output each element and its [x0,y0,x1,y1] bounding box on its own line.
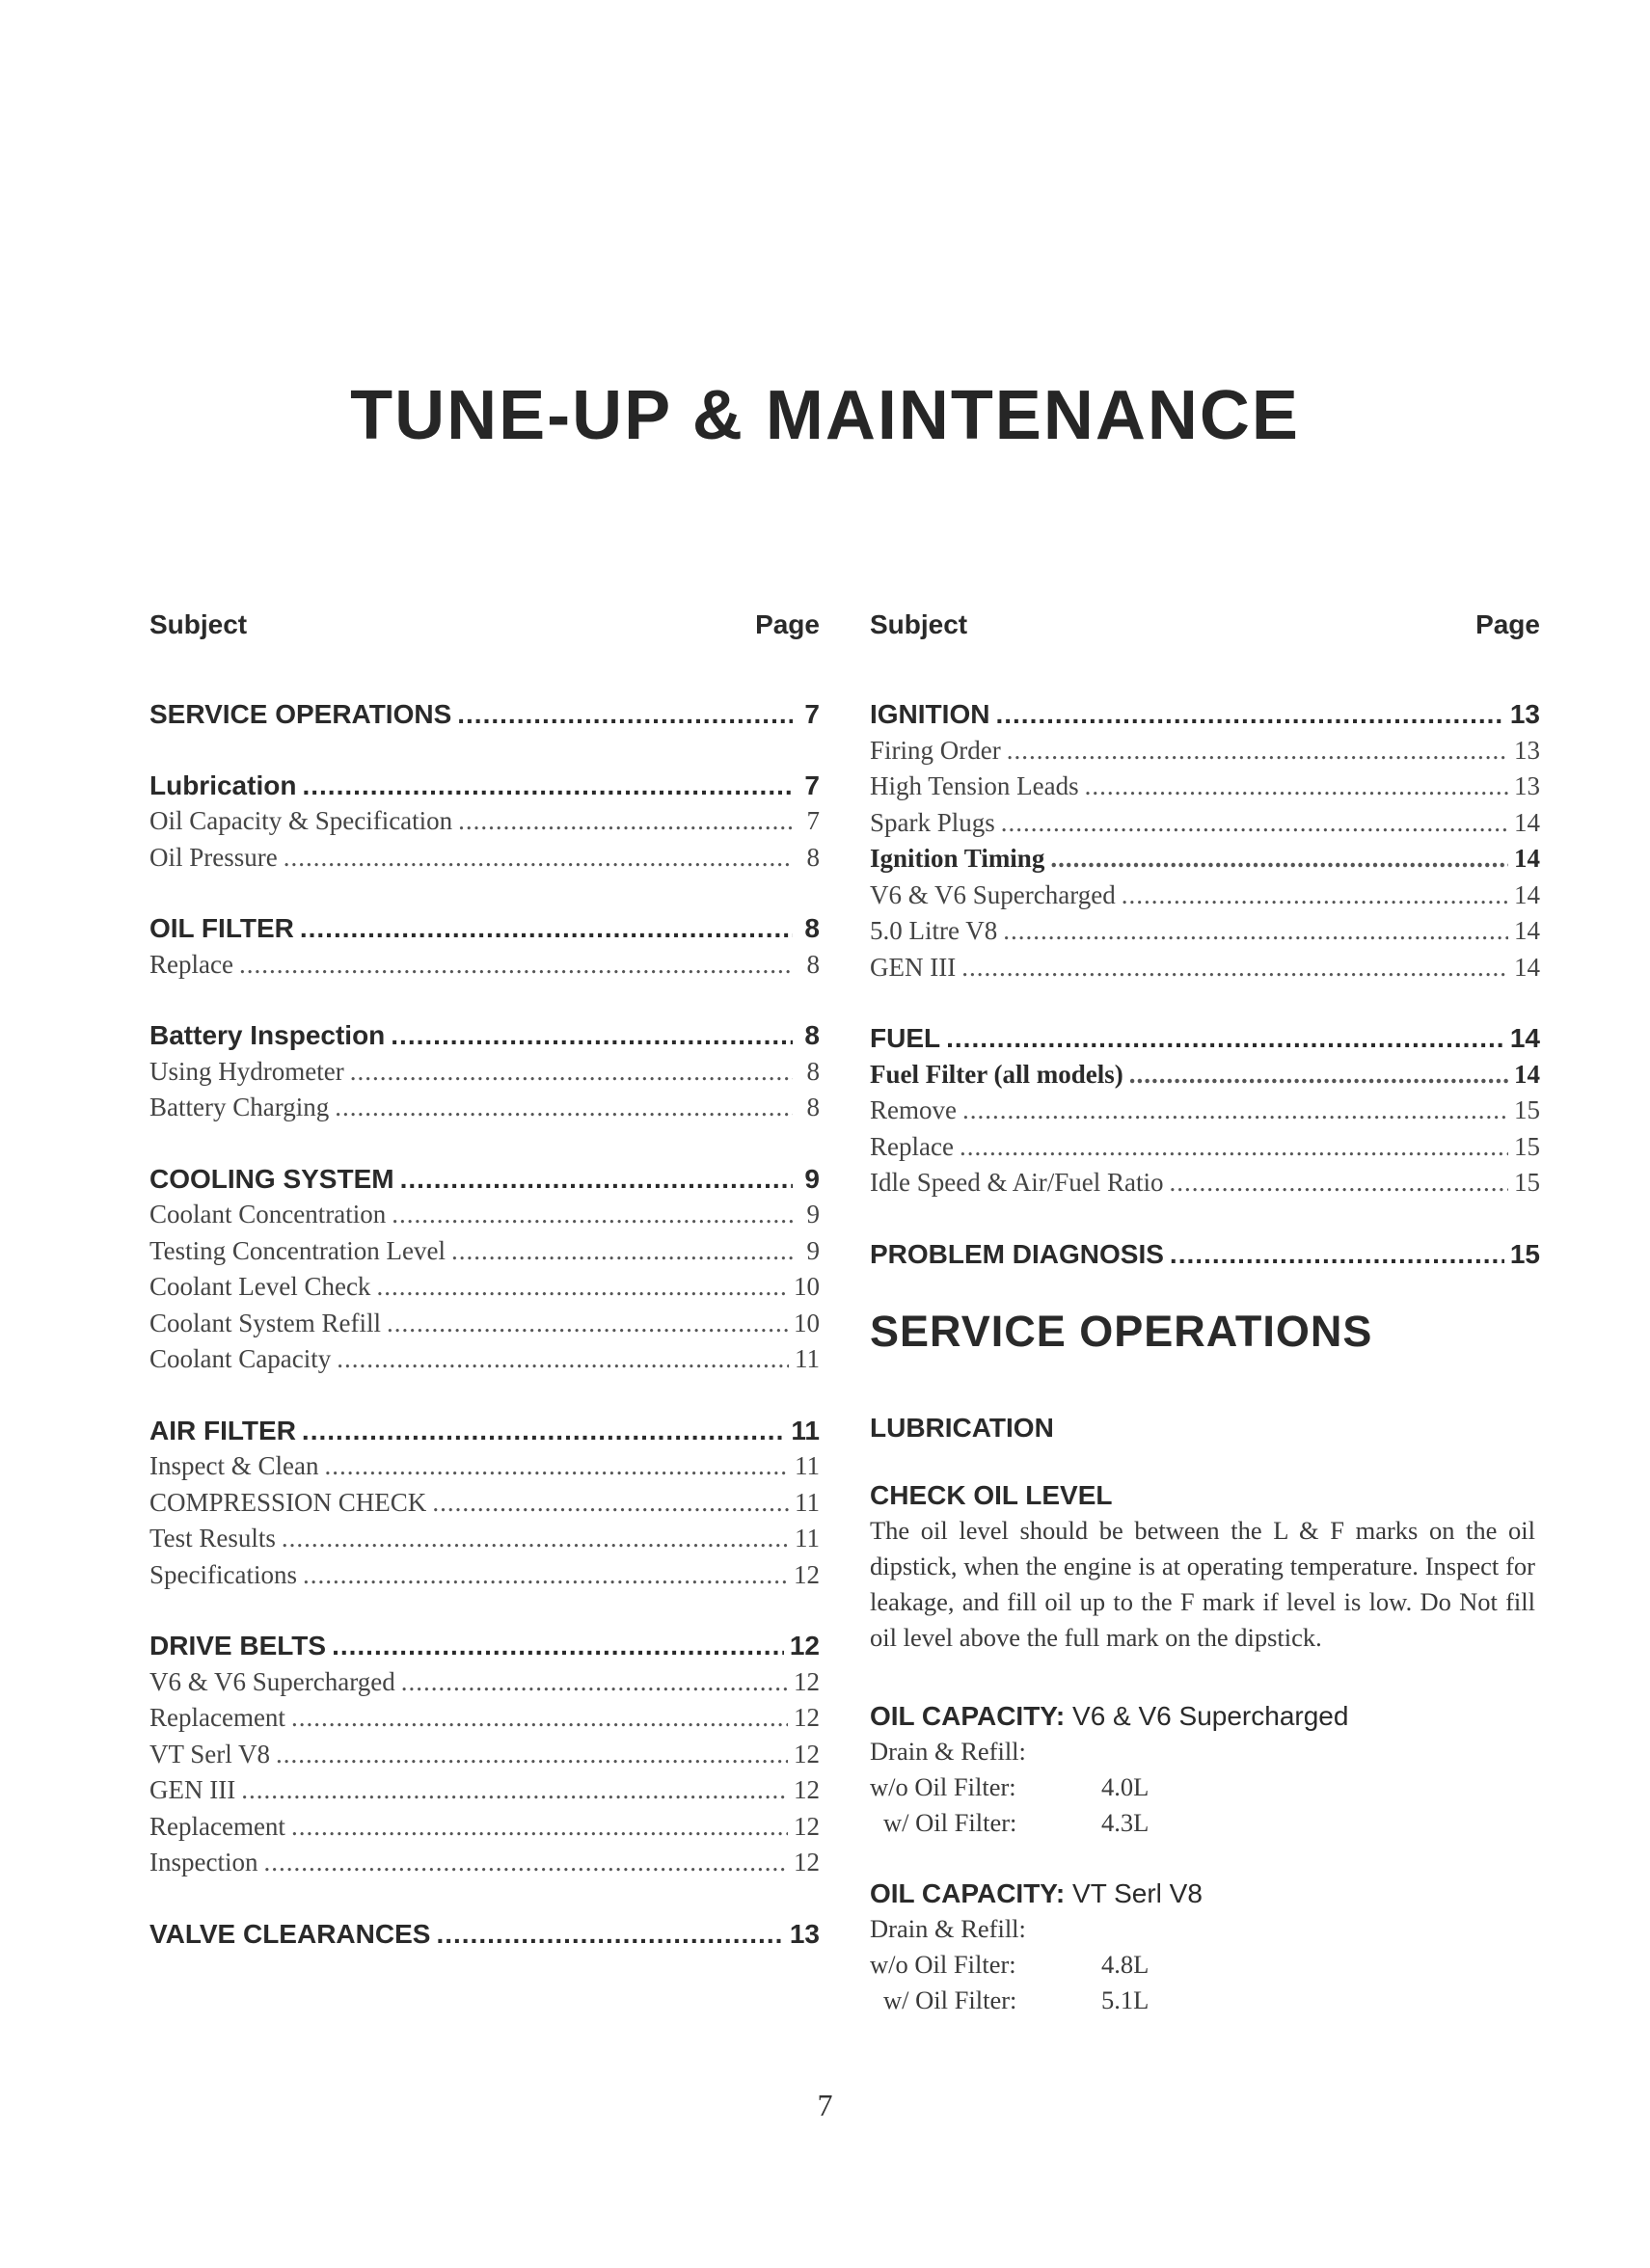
toc-entry-label: Oil Pressure [149,842,278,872]
toc-entry-page: 8 [806,1056,820,1086]
toc-section-entry [149,768,820,804]
dot-leader [291,1809,788,1846]
dot-leader [276,1737,788,1773]
toc-group [870,1020,1540,1202]
toc-entry-page: 12 [794,1848,820,1876]
toc-group [149,910,820,983]
dot-leader [457,696,793,733]
toc-entry [870,733,1540,770]
dot-leader [1007,733,1508,770]
dot-leader [400,1161,793,1198]
toc-entry [149,1341,820,1378]
toc-entry-label: Fuel Filter (all models) [870,1059,1123,1089]
dot-leader [387,1306,788,1342]
dot-leader [1122,878,1508,914]
toc-entry-page: 8 [804,1020,820,1050]
toc-entry [149,1269,820,1306]
oil-capacity-row [870,1947,1540,1983]
toc-entry [149,947,820,984]
toc-entry-page: 7 [804,770,820,800]
toc-group [149,768,820,877]
oil-capacity-block [870,1876,1540,2018]
toc-entry-label: FUEL [870,1023,941,1053]
toc-entry-label: 5.0 Litre V8 [870,916,998,945]
dot-leader [1001,805,1508,842]
service-operations-heading: SERVICE OPERATIONS [870,1307,1373,1356]
toc-entry [870,1093,1540,1129]
toc-entry [870,950,1540,986]
toc-entry [149,1664,820,1701]
toc-entry-label: V6 & V6 Supercharged [870,879,1116,909]
toc-entry [149,803,820,840]
toc-entry-label: AIR FILTER [149,1415,296,1445]
toc-header-left [149,598,820,652]
dot-leader [1170,1236,1504,1273]
toc-entry-label: Inspection [149,1848,258,1876]
dot-leader [432,1485,789,1522]
dot-leader [946,1020,1504,1057]
oil-capacity-key: OIL CAPACITY: [870,1701,1066,1731]
dot-leader [241,1772,788,1809]
toc-entry-page: 14 [1509,1023,1540,1053]
toc-group [149,1916,820,1953]
toc-entry [149,1845,820,1881]
drain-refill-label: Drain & Refill: [870,1737,1026,1766]
oil-capacity-row-label: w/ Oil Filter: [883,1985,1017,2014]
toc-section-entry [149,696,820,733]
oil-capacity-row-value: 4.8L [1101,1950,1150,1979]
dot-leader [995,696,1503,733]
toc-entry-label: GEN III [149,1775,236,1804]
toc-entry [870,1057,1540,1094]
dot-leader [300,910,793,947]
dot-leader [332,1628,784,1664]
toc-group [149,1161,820,1378]
dot-leader [284,840,793,877]
toc-entry [870,913,1540,950]
toc-entry [870,878,1540,914]
toc-entry [149,1233,820,1270]
oil-capacity-row-value: 4.3L [1101,1808,1150,1837]
toc-section-entry [149,1413,820,1449]
toc-entry-page: 9 [804,1163,820,1194]
dot-leader [1085,769,1508,805]
oil-capacity-section [870,1698,1540,2018]
toc-entry-label: Battery Charging [149,1093,330,1121]
toc-entry [149,1090,820,1126]
toc-section-entry [870,696,1540,733]
toc-entry [149,1054,820,1091]
toc-entry [870,769,1540,805]
toc-entry-label: Ignition Timing [870,844,1045,873]
oil-capacity-key: OIL CAPACITY: [870,1878,1066,1908]
page-column-label: Page [755,609,820,639]
toc-entry-page: 14 [1514,952,1540,982]
toc-entry-label: PROBLEM DIAGNOSIS [870,1238,1164,1269]
toc-entry [149,1197,820,1233]
oil-capacity-block [870,1698,1540,1841]
toc-entry-label: Firing Order [870,735,1001,765]
dot-leader [436,1916,783,1953]
toc-entry [149,1557,820,1594]
oil-capacity-model: V6 & V6 Supercharged [1072,1701,1349,1731]
toc-entry-label: VT Serl V8 [149,1739,271,1768]
lubrication-heading: LUBRICATION [870,1413,1054,1443]
toc-entry-page: 15 [1514,1095,1540,1124]
toc-group [870,1236,1540,1273]
toc-entry-page: 14 [1514,916,1540,945]
toc-section-entry [870,1236,1540,1273]
check-oil-level-text: The oil level should be between the L & F marks on the oil dipstick, when the engine is at operating temperature. Inspect for leakage, and fill oil up to the F mark if level is low. Do Not fill oil level above the full mark on the dipstick. [870,1516,1535,1652]
oil-capacity-heading [870,1876,1540,1911]
toc-entry-label: Remove [870,1095,957,1124]
toc-entry-label: Lubrication [149,770,297,800]
dot-leader [376,1269,788,1306]
toc-entry-label: High Tension Leads [870,771,1079,800]
dot-leader [1050,841,1508,878]
dot-leader [282,1521,789,1557]
oil-capacity-row [870,1805,1540,1841]
dot-leader [302,1413,785,1449]
toc-entry-label: Idle Speed & Air/Fuel Ratio [870,1168,1164,1197]
toc-entry-page: 15 [1514,1168,1540,1197]
toc-right-column [870,598,1540,2053]
toc-entry-label: Replace [870,1131,954,1161]
drain-refill-label: Drain & Refill: [870,1914,1026,1943]
toc-entry [149,1700,820,1737]
toc-entry-page: 8 [806,1093,820,1121]
toc-entry-page: 11 [791,1415,820,1445]
dot-leader [401,1664,788,1701]
subject-column-label: Subject [149,609,248,639]
toc-entry-page: 12 [794,1811,820,1841]
toc-entry [149,840,820,877]
toc-entry-page: 13 [1514,735,1540,765]
toc-entry-label: V6 & V6 Supercharged [149,1666,395,1696]
toc-entry-label: IGNITION [870,699,990,729]
dot-leader [302,768,793,804]
toc-entry-label: Spark Plugs [870,807,995,837]
toc-entry [149,1809,820,1846]
oil-capacity-row-label: w/o Oil Filter: [870,1772,1016,1801]
toc-entry [149,1448,820,1485]
toc-entry-label: SERVICE OPERATIONS [149,699,452,729]
toc-entry-page: 8 [806,842,820,872]
dot-leader [961,950,1508,986]
toc-section-entry [149,1628,820,1664]
toc-entry-label: Coolant Capacity [149,1344,332,1373]
oil-capacity-heading [870,1698,1540,1734]
toc-section-entry [149,1017,820,1054]
oil-capacity-model: VT Serl V8 [1072,1878,1203,1908]
toc-entry-page: 12 [794,1666,820,1696]
toc-group [870,696,1540,986]
toc-entry-page: 8 [806,949,820,979]
toc-entry [870,1129,1540,1166]
toc-entry-label: GEN III [870,952,957,982]
toc-entry-label: Using Hydrometer [149,1056,344,1086]
toc-entry-page: 13 [1514,771,1540,800]
dot-leader [458,803,793,840]
toc-group [149,1413,820,1594]
toc-entry-page: 13 [1509,699,1540,729]
toc-entry-page: 15 [1514,1131,1540,1161]
toc-entry-page: 12 [794,1739,820,1768]
subject-column-label: Subject [870,609,968,639]
dot-leader [392,1197,793,1233]
toc-entry-page: 14 [1514,807,1540,837]
dot-leader [335,1090,793,1126]
toc-entry-page: 9 [806,1235,820,1265]
toc-entry-page: 14 [1514,844,1540,873]
check-oil-level-heading: CHECK OIL LEVEL [870,1480,1113,1510]
toc-entry-label: Replace [149,949,233,979]
dot-leader [962,1093,1508,1129]
toc-entry-label: Oil Capacity & Specification [149,806,453,835]
toc-entry-page: 15 [1509,1238,1540,1269]
toc-entry-page: 12 [794,1703,820,1732]
toc-section-entry [149,1161,820,1198]
toc-entry [870,1165,1540,1202]
toc-section-entry [870,1020,1540,1057]
toc-left-entries [149,696,820,1952]
toc-section-entry [149,1916,820,1953]
dot-leader [263,1845,788,1881]
toc-entry-page: 7 [804,699,820,729]
toc-entry-label: Testing Concentration Level [149,1235,446,1265]
toc-entry-page: 11 [795,1344,820,1373]
toc-entry [870,805,1540,842]
dot-leader [239,947,793,984]
toc-entry-label: Coolant System Refill [149,1308,381,1337]
toc-entry-label: VALVE CLEARANCES [149,1918,431,1949]
toc-entry-label: Specifications [149,1559,297,1589]
dot-leader [451,1233,793,1270]
toc-entry-page: 10 [794,1272,820,1301]
toc-entry [149,1772,820,1809]
toc-entry-label: Coolant Concentration [149,1200,387,1228]
toc-entry-label: Battery Inspection [149,1020,386,1050]
dot-leader [391,1017,793,1054]
toc-entry-label: Replacement [149,1703,285,1732]
page-title: TUNE-UP & MAINTENANCE [350,377,1300,454]
toc-entry-label: DRIVE BELTS [149,1631,327,1660]
dot-leader [1129,1057,1508,1094]
toc-entry-page: 10 [794,1308,820,1337]
oil-capacity-row-label: w/ Oil Filter: [883,1808,1017,1837]
dot-leader [960,1129,1508,1166]
toc-header-right [870,598,1540,652]
toc-entry-page: 9 [806,1200,820,1228]
dot-leader [303,1557,788,1594]
toc-entry-page: 12 [789,1631,820,1660]
toc-entry-page: 13 [789,1918,820,1949]
oil-capacity-row-label: w/o Oil Filter: [870,1950,1016,1979]
toc-entry-page: 14 [1514,1059,1540,1089]
toc-section-entry [149,910,820,947]
dot-leader [1003,913,1508,950]
toc-entry-label: COOLING SYSTEM [149,1163,394,1194]
toc-entry-label: Coolant Level Check [149,1272,371,1301]
toc-entry-page: 11 [795,1451,820,1480]
toc-entry-page: 14 [1514,879,1540,909]
toc-entry-page: 12 [794,1559,820,1589]
oil-capacity-row [870,1769,1540,1805]
oil-capacity-row [870,1983,1540,2018]
toc-entry [870,841,1540,878]
toc-entry-label: Inspect & Clean [149,1451,319,1480]
toc-group [149,1017,820,1126]
oil-capacity-row-value: 4.0L [1101,1772,1150,1801]
dot-leader [337,1341,789,1378]
toc-entry-page: 11 [795,1487,820,1517]
toc-entry-label: OIL FILTER [149,913,294,943]
dot-leader [350,1054,793,1091]
toc-group [149,696,820,733]
toc-entry-page: 11 [795,1524,820,1552]
toc-right-entries [870,696,1540,1272]
dot-leader [324,1448,789,1485]
toc-entry [149,1737,820,1773]
dot-leader [291,1700,788,1737]
dot-leader [1169,1165,1508,1202]
toc-entry-label: Replacement [149,1811,285,1841]
toc-entry-page: 8 [804,913,820,943]
toc-entry [149,1485,820,1522]
oil-capacity-row-value: 5.1L [1101,1985,1150,2014]
toc-entry-page: 7 [806,806,820,835]
toc-entry [149,1521,820,1557]
toc-group [149,1628,820,1881]
toc-entry-label: COMPRESSION CHECK [149,1487,427,1517]
toc-entry-label: Test Results [149,1524,276,1552]
toc-left-column [149,598,820,1986]
toc-entry [149,1306,820,1342]
page-number: 7 [817,2088,833,2122]
page-column-label: Page [1475,609,1540,639]
toc-entry-page: 12 [794,1775,820,1804]
